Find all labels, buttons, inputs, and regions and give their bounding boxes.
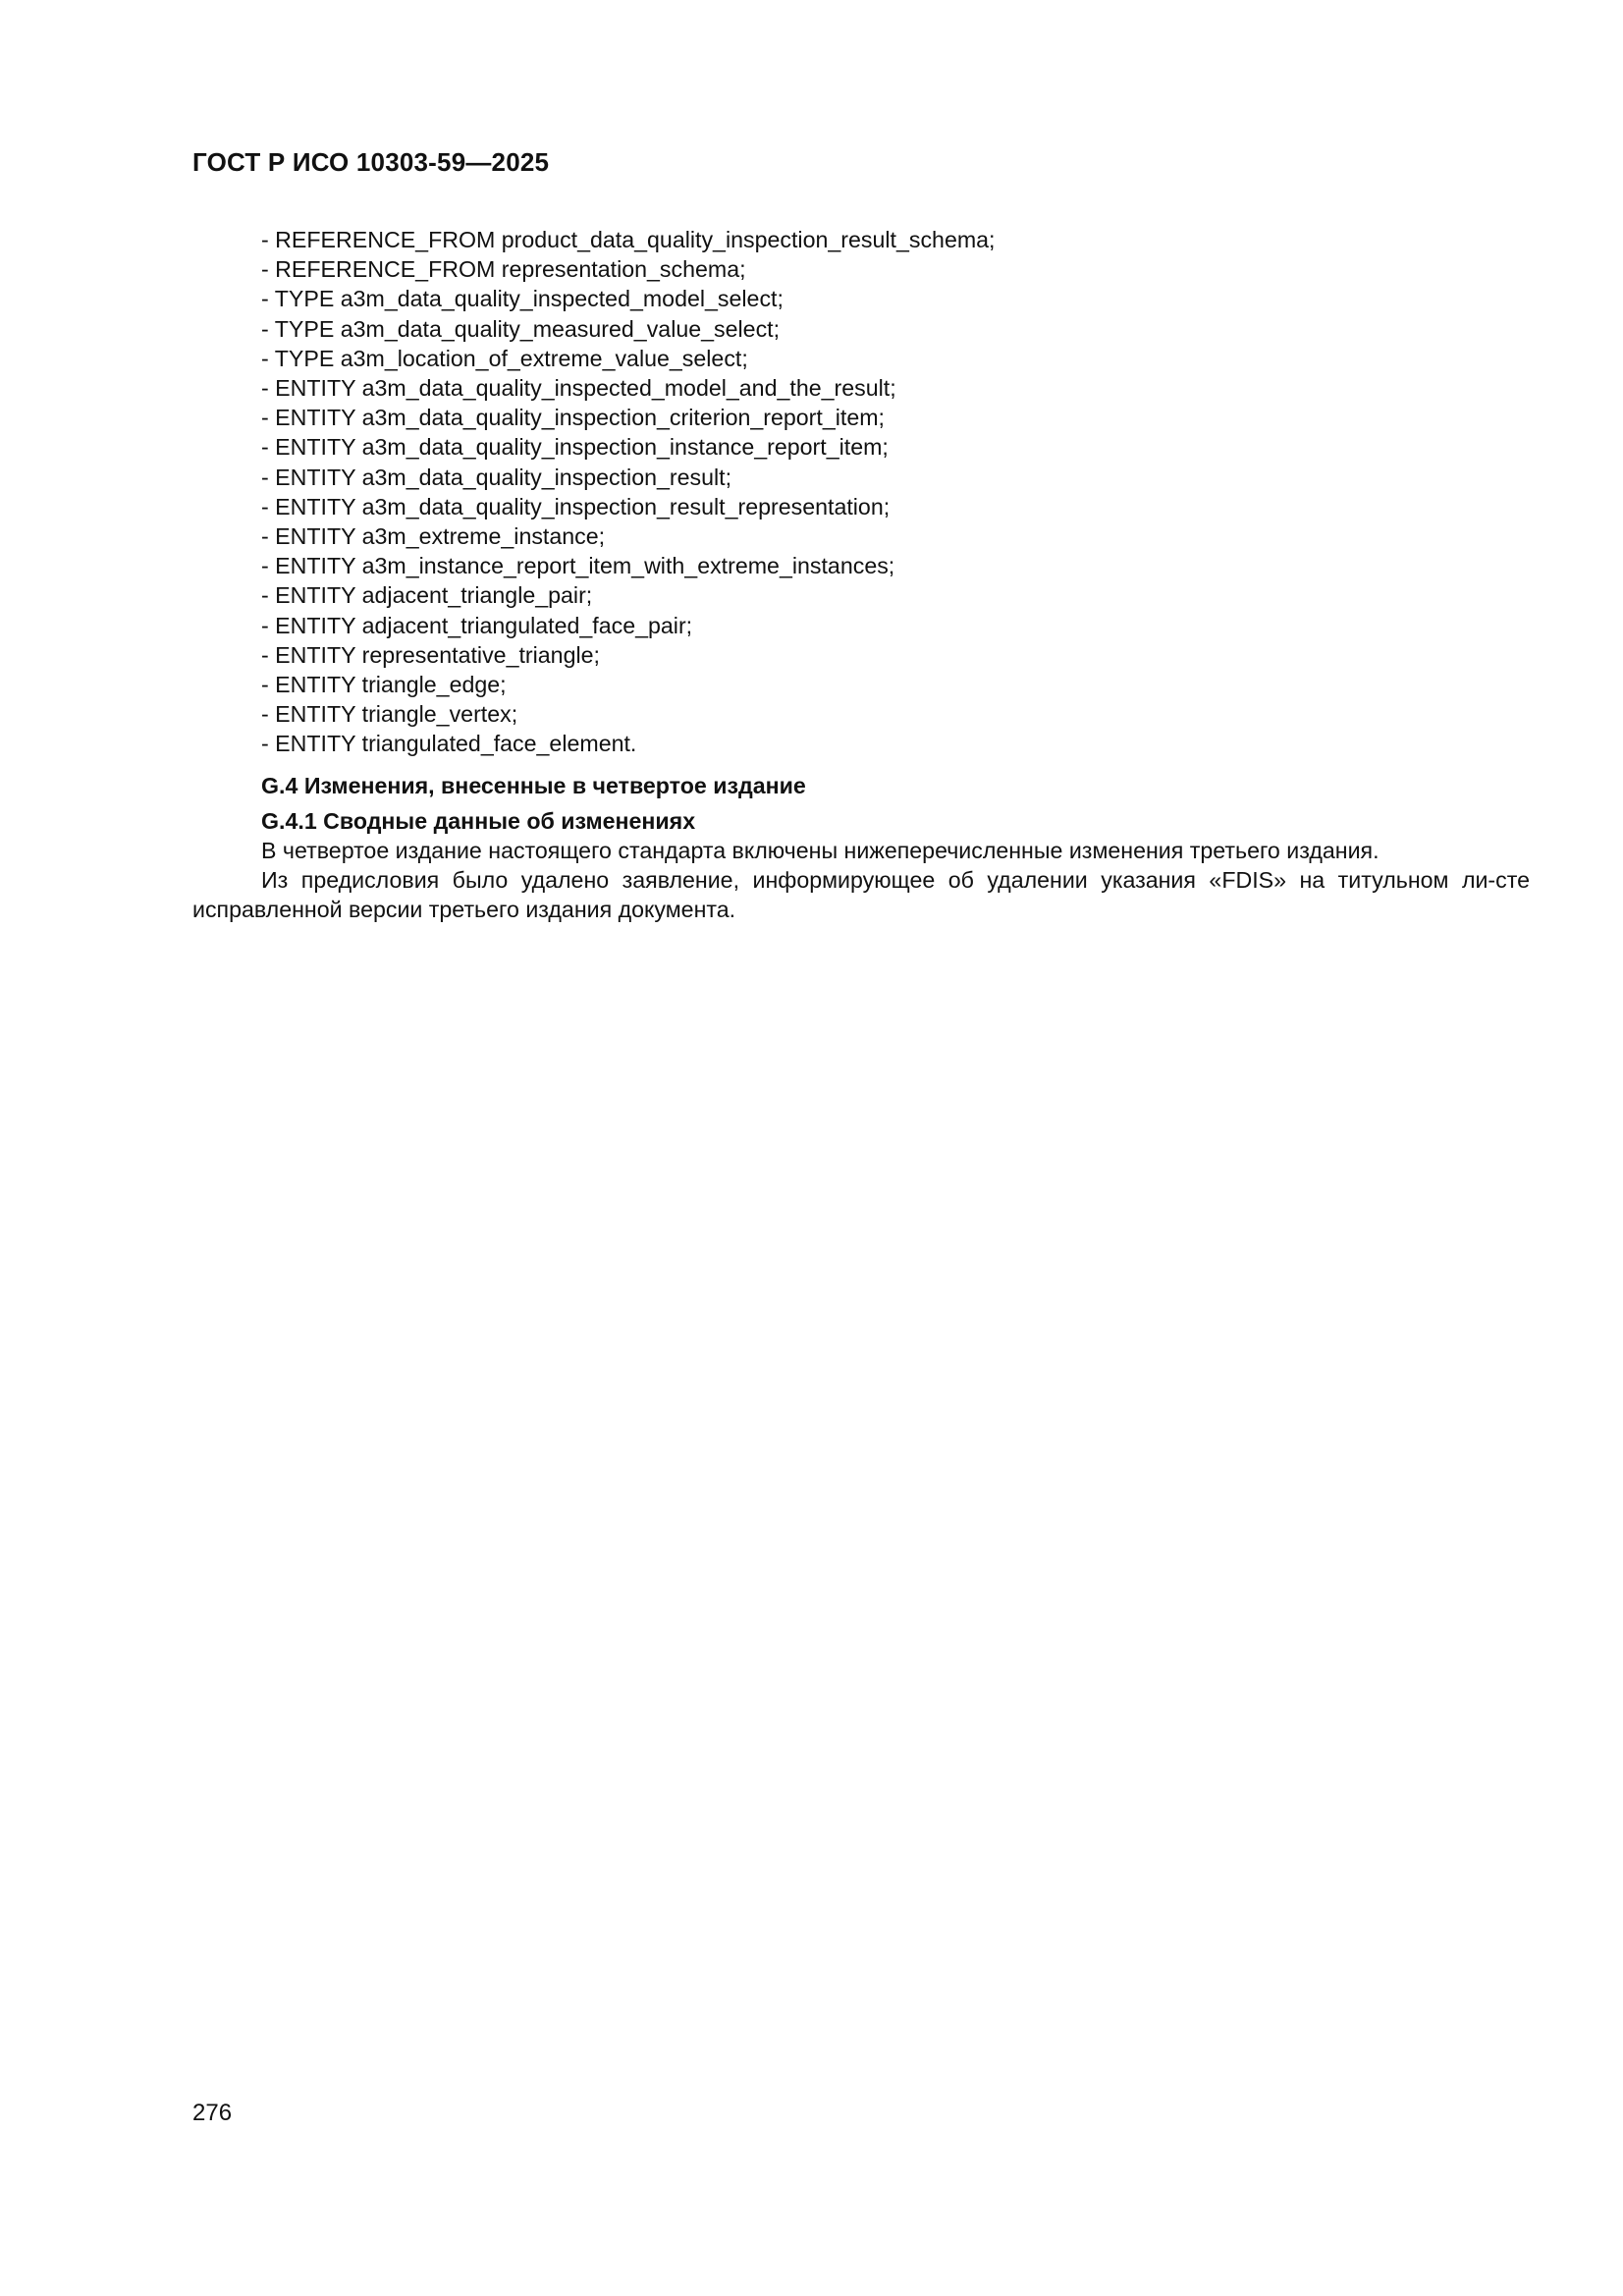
list-item: - ENTITY a3m_data_quality_inspected_model_and_the_result; xyxy=(261,375,896,402)
document-body xyxy=(192,225,1530,925)
list-item: - ENTITY triangle_edge; xyxy=(261,672,507,698)
paragraph-fdis-removal: Из предисловия было удалено заявление, информирующее об удалении указания «FDIS» на титульном ли-сте исправленной версии третьего издания документа. xyxy=(192,867,1530,923)
list-item: - TYPE a3m_data_quality_measured_value_select; xyxy=(261,315,781,342)
list-item: - ENTITY adjacent_triangle_pair; xyxy=(261,582,593,609)
list-item: - ENTITY a3m_data_quality_inspection_criterion_report_item; xyxy=(261,405,885,431)
page-number: 276 xyxy=(192,2100,233,2126)
list-item: - ENTITY triangulated_face_element. xyxy=(261,731,637,757)
list-item: - ENTITY adjacent_triangulated_face_pair; xyxy=(261,612,693,638)
subsection-heading-g41: G.4.1 Сводные данные об изменениях xyxy=(261,807,696,834)
list-item: - ENTITY triangle_vertex; xyxy=(261,701,518,728)
list-item: - ENTITY a3m_extreme_instance; xyxy=(261,523,606,550)
list-item: - ENTITY a3m_data_quality_inspection_result_representation; xyxy=(261,493,891,519)
list-item: - ENTITY a3m_instance_report_item_with_extreme_instances; xyxy=(261,553,895,579)
list-item: - TYPE a3m_data_quality_inspected_model_select; xyxy=(261,286,784,312)
list-item: - REFERENCE_FROM representation_schema; xyxy=(261,256,746,283)
list-item: - TYPE a3m_location_of_extreme_value_select; xyxy=(261,345,748,371)
section-heading-g4: G.4 Изменения, внесенные в четвертое издание xyxy=(261,772,806,798)
document-header: ГОСТ Р ИСО 10303-59—2025 xyxy=(192,147,550,177)
list-item: - ENTITY a3m_data_quality_inspection_result; xyxy=(261,464,732,490)
list-item: - REFERENCE_FROM product_data_quality_inspection_result_schema; xyxy=(261,227,996,252)
list-item: - ENTITY representative_triangle; xyxy=(261,641,600,668)
list-item: - ENTITY a3m_data_quality_inspection_instance_report_item; xyxy=(261,434,889,461)
paragraph-changes-intro: В четвертое издание настоящего стандарта включены нижеперечисленные изменения третьего издания. xyxy=(261,838,1380,864)
schema-reference-list xyxy=(192,225,1530,759)
